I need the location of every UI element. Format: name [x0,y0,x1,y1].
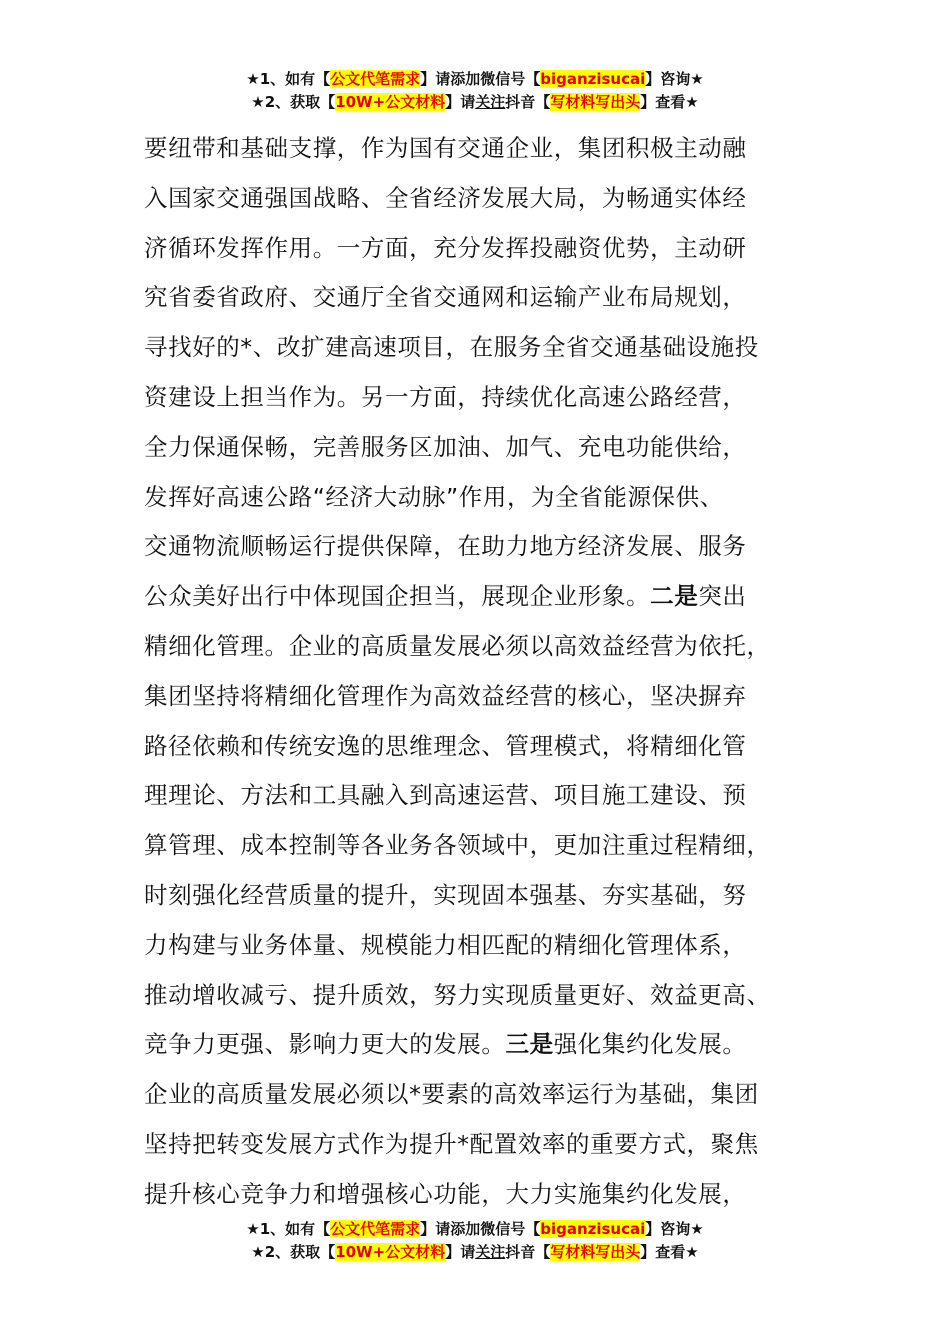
body-text-run: 突出 [698,582,747,611]
body-line: 时刻强化经营质量的提升，实现固本强基、夯实基础，努 [144,880,747,909]
body-line: 路径依赖和传统安逸的思维理念、管理模式，将精细化管 [144,731,747,760]
body-text-run: 公众美好出行中体现国企担当，展现企业形象。 [144,582,651,611]
body-line: 究省委省政府、交通厅全省交通网和运输产业布局规划， [144,283,747,312]
banner-text: 抖音【 [505,93,551,111]
body-line: 济循环发挥作用。一方面，充分发挥投融资优势，主动研 [144,233,747,262]
body-line: 集团坚持将精细化管理作为高效益经营的核心，坚决摒弃 [144,681,747,710]
body-line: 力构建与业务体量、规模能力相匹配的精细化管理体系， [144,930,747,959]
banner-highlight: 10W+公文材料 [335,1243,446,1261]
body-line: 推动增收减亏、提升质效，努力实现质量更好、效益更高、 [144,980,771,1009]
document-body [144,124,814,1220]
body-line: 算管理、成本控制等各业务各领域中，更加注重过程精细， [144,831,771,860]
header-banner [0,68,950,114]
section-marker-bold: 三是 [505,1030,554,1059]
banner-highlight: 公文代笔需求 [330,70,421,88]
banner-highlight-wechat-id: biganzisucai [540,70,646,88]
banner-text: ★1、如有【 [246,70,331,88]
body-line: 坚持把转变发展方式作为提升*配置效率的重要方式，聚焦 [144,1129,759,1158]
section-marker-bold: 二是 [650,582,699,611]
banner-text: ★2、获取【 [251,1243,336,1261]
banner-text: 】咨询★ [645,70,704,88]
body-text-run: 竞争力更强、影响力更大的发展。 [144,1030,506,1059]
banner-highlight: 公文代笔需求 [330,1220,421,1238]
banner-text: 】请 [445,93,476,111]
footer-banner [0,1218,950,1264]
body-line: 提升核心竞争力和增强核心功能，大力实施集约化发展， [144,1179,747,1208]
banner-highlight-douyin: 写材料写出头 [550,1243,641,1261]
body-text-run: 强化集约化发展。 [553,1030,747,1059]
banner-line-2 [0,91,950,114]
banner-text: 抖音【 [505,1243,551,1261]
banner-text: ★1、如有【 [246,1220,331,1238]
banner-highlight-douyin: 写材料写出头 [550,93,641,111]
banner-highlight: 10W+公文材料 [335,93,446,111]
body-line [144,572,814,622]
banner-underlined-text: 关注 [475,93,506,111]
body-line: 入国家交通强国战略、全省经济发展大局，为畅通实体经 [144,183,747,212]
banner-line-2 [0,1241,950,1264]
body-line: 理理论、方法和工具融入到高速运营、项目施工建设、预 [144,781,747,810]
body-line: 企业的高质量发展必须以*要素的高效率运行为基础，集团 [144,1080,759,1109]
banner-text: 】查看★ [640,1243,699,1261]
body-line [144,1020,814,1070]
banner-text: ★2、获取【 [251,93,336,111]
body-line: 资建设上担当作为。另一方面，持续优化高速公路经营， [144,382,747,411]
banner-text: 】咨询★ [645,1220,704,1238]
body-line: 精细化管理。企业的高质量发展必须以高效益经营为依托， [144,631,771,660]
banner-text: 】请添加微信号【 [420,70,541,88]
body-line: 发挥好高速公路“经济大动脉”作用，为全省能源保供、 [144,482,724,511]
banner-highlight-wechat-id: biganzisucai [540,1220,646,1238]
banner-text: 】查看★ [640,93,699,111]
body-line: 全力保通保畅，完善服务区加油、加气、充电功能供给， [144,432,747,461]
banner-underlined-text: 关注 [475,1243,506,1261]
banner-line-1 [0,68,950,91]
banner-line-1 [0,1218,950,1241]
body-line: 交通物流顺畅运行提供保障，在助力地方经济发展、服务 [144,532,747,561]
body-line: 寻找好的*、改扩建高速项目，在服务全省交通基础设施投 [144,333,759,362]
banner-text: 】请 [445,1243,476,1261]
body-line: 要纽带和基础支撑，作为国有交通企业，集团积极主动融 [144,134,747,162]
banner-text: 】请添加微信号【 [420,1220,541,1238]
